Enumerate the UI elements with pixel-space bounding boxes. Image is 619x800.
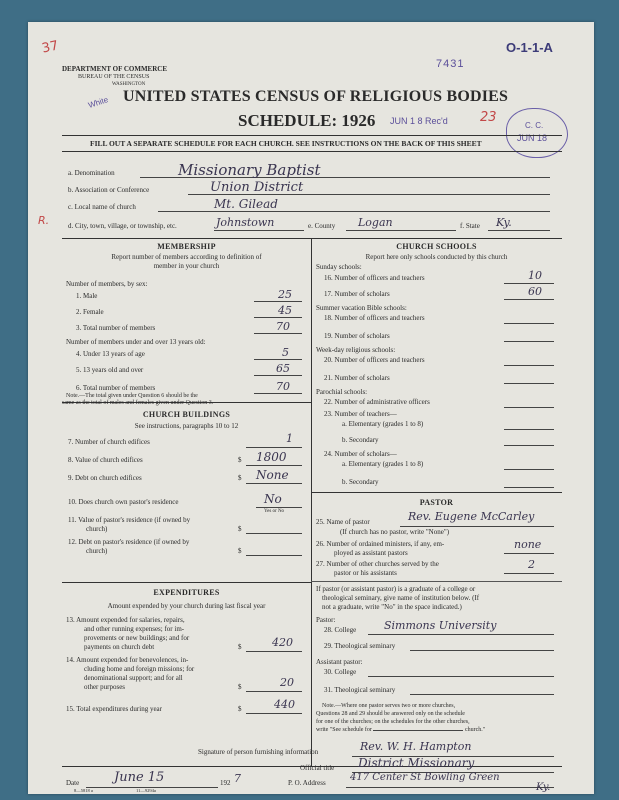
pastor-note-line4: [316, 727, 485, 733]
q24a-label: a. Elementary (grades 1 to 8): [342, 460, 424, 468]
graduate-note-line1: If pastor (or assistant pastor) is a graduate of a college or: [316, 585, 476, 593]
q15-dollar-sign: $: [238, 705, 242, 713]
q1-label: 1. Male: [76, 292, 98, 300]
q2-value: 45: [278, 304, 292, 317]
q24b-label: b. Secondary: [342, 478, 379, 486]
q4-label: 4. Under 13 years of age: [76, 350, 145, 358]
q6-label: 6. Total number of members: [76, 384, 156, 392]
form-code: O-1-1-A: [506, 40, 553, 55]
q14-label-line2: cluding home and foreign missions; for: [84, 665, 195, 673]
q14-label-line1: 14. Amount expended for benevolences, in-: [66, 656, 189, 664]
year-prefix: 192: [220, 779, 231, 787]
department-label: DEPARTMENT OF COMMERCE: [62, 65, 168, 73]
graduate-note-line3: not a graduate, write "No" in the space indicated.): [322, 603, 462, 611]
city-label: WASHINGTON: [112, 82, 146, 87]
members-by-sex-label: Number of members, by sex:: [66, 280, 148, 288]
q23-label: 23. Number of teachers—: [324, 410, 397, 418]
church-buildings-subtitle: See instructions, paragraphs 10 to 12: [134, 422, 239, 430]
signature-label: Signature of person furnishing information: [198, 748, 319, 756]
pastor-heading: PASTOR: [419, 498, 454, 507]
q20-label: 20. Number of officers and teachers: [324, 356, 425, 364]
form-title: UNITED STATES CENSUS OF RELIGIOUS BODIES: [123, 88, 509, 105]
q31-label: 31. Theological seminary: [324, 686, 396, 694]
po-address-label: P. O. Address: [288, 779, 326, 787]
local-church-name-label: c. Local name of church: [68, 203, 136, 211]
q16-label: 16. Number of officers and teachers: [324, 274, 425, 282]
q22-label: 22. Number of administrative officers: [324, 398, 430, 406]
q27-label-line2: pastor or his assistants: [334, 569, 397, 577]
q10-label: 10. Does church own pastor's residence: [68, 498, 179, 506]
q29-label: 29. Theological seminary: [324, 642, 396, 650]
sunday-schools-label: Sunday schools:: [316, 263, 362, 271]
hand-note-number: 37: [40, 38, 60, 57]
q26-value: none: [514, 538, 542, 551]
q25-label: 25. Name of pastor: [316, 518, 370, 526]
county-label: e. County: [308, 222, 336, 230]
q13-label-line3: provements or new buildings; and for: [84, 634, 190, 642]
q13-label-line1: 13. Amount expended for salaries, repairs,: [66, 616, 185, 624]
q3-value: 70: [276, 320, 290, 333]
q21-label: 21. Number of scholars: [324, 374, 390, 382]
print-code-2: 11—9294a: [136, 788, 156, 793]
denomination-label: a. Denomination: [68, 169, 115, 177]
q1-value: 25: [278, 288, 292, 301]
church-schools-subtitle: Report here only schools conducted by this church: [365, 253, 508, 261]
city-town-label: d. City, town, village, or township, etc.: [68, 222, 177, 230]
q11-dollar-sign: $: [238, 525, 242, 533]
state-value: Ky.: [496, 216, 512, 229]
hand-note-23: 23: [480, 110, 497, 125]
q3-label: 3. Total number of members: [76, 324, 156, 332]
denomination-value: Missionary Baptist: [178, 161, 321, 179]
po-address-value: 417 Center St Bowling Green: [350, 772, 500, 783]
expenditures-heading: EXPENDITURES: [153, 588, 220, 597]
po-address-state: Ky.: [536, 782, 551, 793]
q27-value: 2: [528, 558, 535, 571]
q25-hint: (If church has no pastor, write "None"): [340, 528, 450, 536]
q16-value: 10: [528, 269, 542, 282]
received-date-stamp: JUN 1 8 Rec'd: [390, 116, 448, 126]
pastor-note-line1: Note.—Where one pastor serves two or more churches,: [322, 703, 456, 709]
q9-dollar-sign: $: [238, 474, 242, 482]
hand-note-r: R.: [38, 214, 50, 227]
schedule-title: SCHEDULE: 1926: [238, 111, 376, 130]
signature-value: Rev. W. H. Hampton: [360, 740, 472, 753]
q14-dollar-sign: $: [238, 683, 242, 691]
q8-value: 1800: [256, 450, 287, 464]
q12-label-line1: 12. Debt on pastor's residence (if owned by: [68, 538, 190, 546]
assistant-pastor-subheading: Assistant pastor:: [316, 658, 363, 666]
membership-subtitle-1: Report number of members according to definition of: [111, 253, 262, 261]
vacation-schools-label: Summer vacation Bible schools:: [316, 304, 407, 312]
q6-value: 70: [276, 380, 290, 393]
q17-label: 17. Number of scholars: [324, 290, 390, 298]
membership-note-line1: Note.—The total given under Question 6 should be the: [66, 393, 198, 399]
q13-dollar-sign: $: [238, 643, 242, 651]
church-schools-heading: CHURCH SCHOOLS: [396, 242, 477, 251]
q5-value: 65: [276, 362, 290, 375]
membership-heading: MEMBERSHIP: [157, 242, 216, 251]
serial-number-stamp: 7431: [436, 58, 465, 70]
date-label: Date: [66, 779, 80, 787]
q7-value: 1: [286, 432, 293, 445]
q7-label: 7. Number of church edifices: [68, 438, 150, 446]
q8-dollar-sign: $: [238, 456, 242, 464]
q23a-label: a. Elementary (grades 1 to 8): [342, 420, 424, 428]
q14-value: 20: [280, 676, 294, 689]
q11-label-line1: 11. Value of pastor's residence (if owned by: [68, 516, 191, 524]
q11-label-line2: church): [86, 525, 108, 533]
official-title-value: District Missionary: [358, 756, 475, 770]
q28-label: 28. College: [324, 626, 357, 634]
q15-label: 15. Total expenditures during year: [66, 705, 162, 713]
members-by-age-label: Number of members under and over 13 years old:: [66, 338, 206, 346]
q8-label: 8. Value of church edifices: [68, 456, 143, 464]
q19-label: 19. Number of scholars: [324, 332, 390, 340]
q13-label-line4: payments on church debt: [84, 643, 155, 651]
parochial-schools-label: Parochial schools:: [316, 388, 368, 396]
q13-label-line2: and other running expenses; for im-: [84, 625, 185, 633]
q9-value: None: [256, 468, 289, 482]
q4-value: 5: [282, 346, 289, 359]
q5-label: 5. 13 years old and over: [76, 366, 144, 374]
q26-label-line1: 26. Number of ordained ministers, if any, em-: [316, 540, 445, 548]
q23b-label: b. Secondary: [342, 436, 379, 444]
q25-value: Rev. Eugene McCarley: [408, 510, 535, 523]
q24-label: 24. Number of scholars—: [324, 450, 397, 458]
q18-label: 18. Number of officers and teachers: [324, 314, 425, 322]
membership-note-line2: same as the total of males and females given under Question 3.: [62, 400, 214, 406]
q14-label-line4: other purposes: [84, 683, 126, 691]
city-town-value: Johnstown: [216, 216, 275, 229]
county-value: Logan: [358, 216, 393, 229]
date-value: June 15: [114, 770, 165, 785]
q26-label-line2: ployed as assistant pastors: [334, 549, 408, 557]
official-title-label: Official title: [300, 764, 335, 772]
q28-value: Simmons University: [384, 619, 497, 632]
pastor-note-line3: for one of the churches; on the schedules for the other churches,: [316, 719, 470, 725]
hand-note-white: White: [87, 95, 110, 110]
weekday-schools-label: Week-day religious schools:: [316, 346, 396, 354]
q13-value: 420: [272, 636, 293, 649]
association-value: Union District: [210, 180, 304, 195]
q30-label: 30. College: [324, 668, 357, 676]
bureau-label: BUREAU OF THE CENSUS: [78, 74, 150, 80]
q10-value: No: [264, 492, 282, 506]
q12-dollar-sign: $: [238, 547, 242, 555]
print-code-1: 8—5818 a: [74, 788, 93, 793]
pastor-note-line2: Questions 28 and 29 should be answered only on the schedule: [316, 711, 465, 717]
q9-label: 9. Debt on church edifices: [68, 474, 142, 482]
instructions-banner: FILL OUT A SEPARATE SCHEDULE FOR EACH CHURCH. SEE INSTRUCTIONS ON THE BACK OF THIS SHEET: [90, 139, 482, 148]
q27-label-line1: 27. Number of other churches served by the: [316, 560, 439, 568]
local-church-name-value: Mt. Gilead: [214, 197, 278, 211]
circle-stamp-cc: C. C.: [525, 121, 544, 130]
church-buildings-heading: CHURCH BUILDINGS: [142, 410, 231, 419]
census-form-page: [28, 22, 594, 794]
pastor-note-line4-end: church.": [463, 727, 486, 733]
pastor-subheading: Pastor:: [316, 616, 336, 624]
membership-subtitle-2: member in your church: [153, 262, 220, 270]
q17-value: 60: [528, 285, 542, 298]
q14-label-line3: denominational support; and for all: [84, 674, 183, 682]
graduate-note-line2: theological seminary, give name of institution below. (If: [322, 594, 480, 602]
expenditures-subtitle: Amount expended by your church during last fiscal year: [107, 602, 266, 610]
q12-label-line2: church): [86, 547, 108, 555]
pastor-note-line4-start: write "See schedule for: [316, 727, 374, 733]
state-label: f. State: [460, 222, 480, 230]
circle-stamp-date: JUN 18: [517, 133, 548, 143]
association-label: b. Association or Conference: [68, 186, 150, 194]
year-value: 7: [234, 772, 241, 785]
q2-label: 2. Female: [76, 308, 104, 316]
q15-value: 440: [274, 698, 295, 711]
q10-hint: Yes or No: [264, 509, 285, 514]
